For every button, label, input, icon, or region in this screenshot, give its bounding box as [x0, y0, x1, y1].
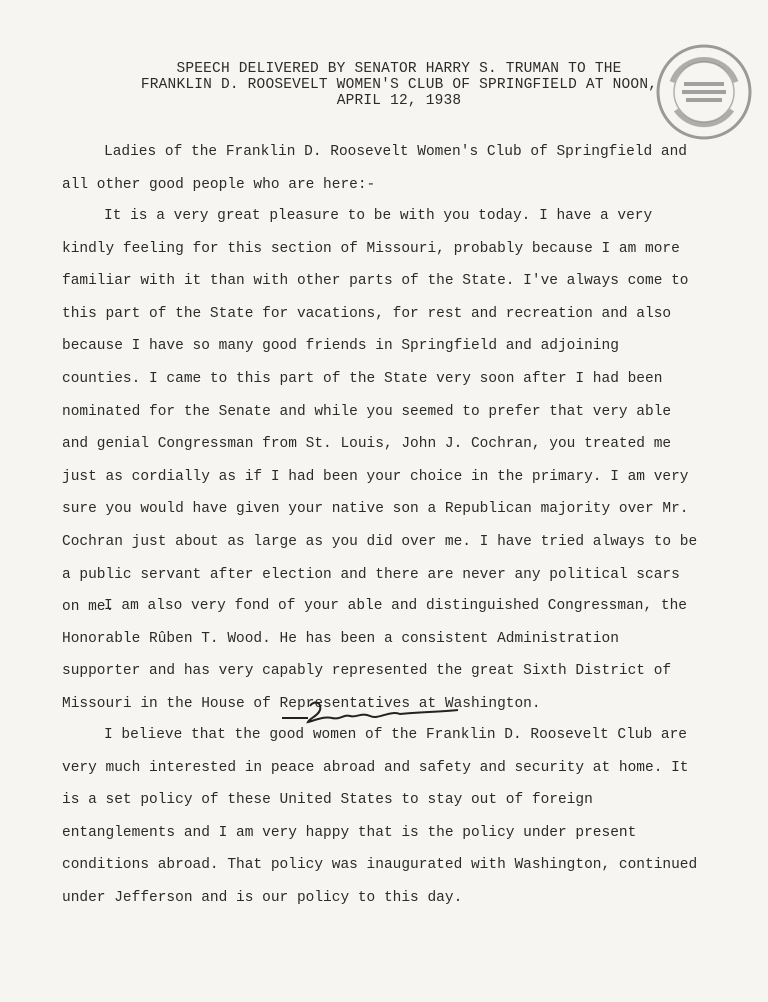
speech-date: APRIL 12, 1938: [336, 93, 462, 109]
paragraph-1: It is a very great pleasure to be with you today. I have a very kindly feeling for this section of Missouri, probably because I am more familiar with it than with other parts of the State. I've always come to this part of the State for vacations, for rest and recreation and also because I have so many good friends in Springfield and adjoining counties. I came to this part of the State very soon after I had been nominated for the Senate and while you seemed to prefer that very able and genial Congressman from St. Louis, John J. Cochran, you treated me just as cordially as if I had been your choice in the primary. I am very sure you would have given your native son a Republican majority over Mr. Cochran just about as large as you did over me. I have tried always to be a public servant after election and there are never any political scars on me.: [62, 208, 698, 616]
speech-title-line-2: FRANKLIN D. ROOSEVELT WOMEN'S CLUB OF SPRINGFIELD AT NOON,: [140, 77, 658, 93]
speech-title-line-1: SPEECH DELIVERED BY SENATOR HARRY S. TRUMAN TO THE: [176, 61, 622, 77]
paragraph-2: I am also very fond of your able and distinguished Congressman, the Honorable Rûben T. Wood. He has been a consistent Administration supporter and has very capably represented the great Sixth District of Missouri in the House of Representatives at Washington.: [62, 598, 687, 712]
paragraph-3: I believe that the good women of the Franklin D. Roosevelt Club are very much interested in peace abroad and safety and security at home. It is a set policy of these United States to stay out of foreign entanglements and I am very happy that is the policy under present conditions abroad. That policy was inaugurated with Washington, continued under Jefferson and is our policy to this day.: [62, 727, 698, 906]
archive-stamp: [654, 42, 754, 142]
salutation: Ladies of the Franklin D. Roosevelt Women's Club of Springfield and all other good people who are here:-: [62, 144, 687, 193]
